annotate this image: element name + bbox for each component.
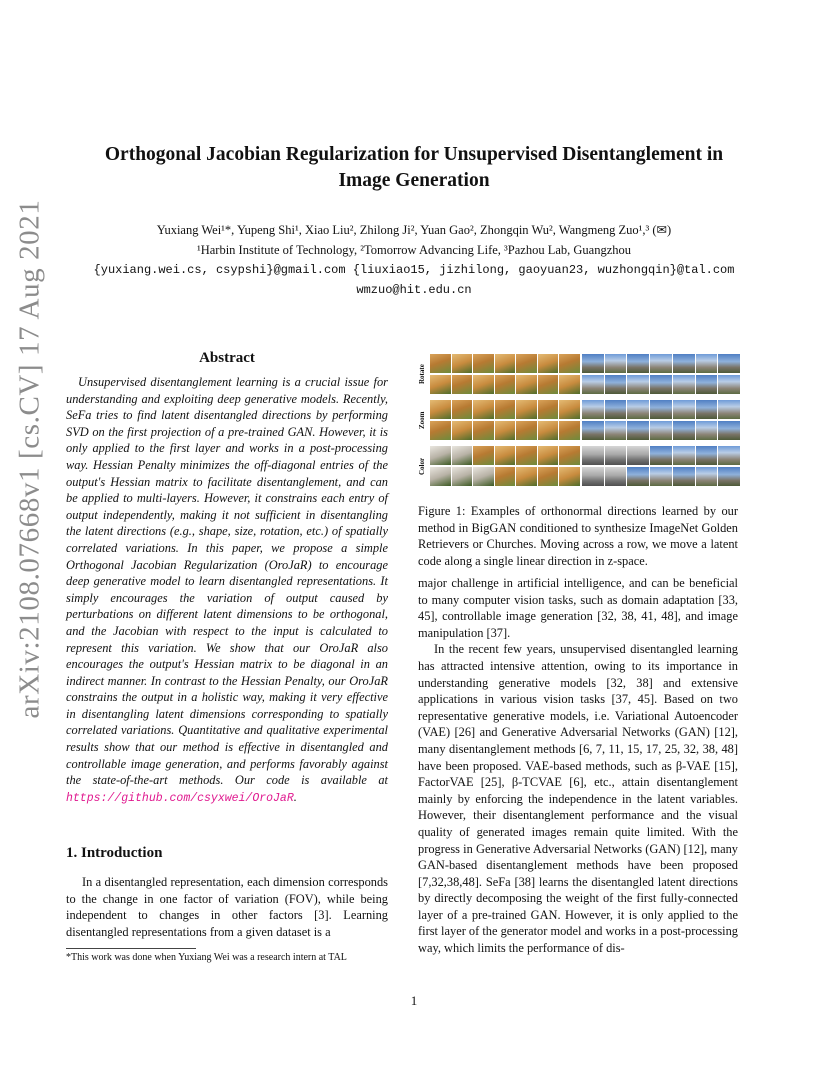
right-paragraph-1: major challenge in artificial intelligence, and can be beneficial to many computer vision tasks, such as domain adaptation [33, 45], controllable image generation [32, 38, 41, 48], and image manipulation [37]. [418, 576, 738, 640]
figure-1 [418, 352, 740, 490]
title-line-2: Image Generation [338, 170, 490, 191]
code-link[interactable]: https://github.com/csyxwei/OroJaR [66, 791, 294, 805]
emails-line-1: {yuxiang.wei.cs, csypshi}@gmail.com {liuxiao15, jizhilong, gaoyuan23, wuzhongqin}@tal.com [93, 263, 735, 277]
paper-title [60, 142, 768, 194]
author-list: Yuxiang Wei¹*, Yupeng Shi¹, Xiao Liu², Zhilong Ji², Yuan Gao², Zhongqin Wu², Wangmeng Zuo¹,³ (✉) [156, 223, 672, 237]
retriever-color-strip [430, 446, 580, 486]
right-column-body [418, 575, 738, 957]
retriever-rotate-strip [430, 354, 580, 394]
author-block [60, 220, 768, 300]
affiliations: ¹Harbin Institute of Technology, ²Tomorrow Advancing Life, ³Pazhou Lab, Guangzhou [196, 243, 632, 257]
intro-body [66, 874, 388, 940]
row-label-rotate: Rotate [418, 364, 426, 384]
church-rotate-strip [582, 354, 740, 394]
footnote: *This work was done when Yuxiang Wei was a research intern at TAL [66, 952, 347, 963]
church-color-strip [582, 446, 740, 486]
figure-1-caption: Figure 1: Examples of orthonormal directions learned by our method in BigGAN conditioned to synthesize ImageNet Golden Retrievers or Churches. Moving across a row, we move a latent code along a single linear direction in z-space. [418, 504, 738, 568]
emails-line-2: wmzuo@hit.edu.cn [356, 283, 472, 297]
intro-heading: 1. Introduction [66, 845, 163, 861]
intro-paragraph: In a disentangled representation, each dimension corresponds to the change in one factor of variation (FOV), while being independent to changes in other factors [3]. Learning disentangled representations from a given dataset is a [66, 875, 388, 939]
right-paragraph-2: In the recent few years, unsupervised disentangled learning has attracted intensive attention, owing to its importance in understanding generative models [32, 38] and extensive applications in various vision tasks [37, 45]. Based on two representative generative models, i.e. Variational Autoencoder (VAE) [26] and Generative Adversarial Networks (GAN) [12], many disentanglement methods [6, 7, 11, 15, 17, 25, 32, 38, 48] have been proposed. VAE-based methods, such as β-VAE [15], FactorVAE [25], β-TCVAE [6], etc., attain disentanglement mainly by enforcing the independence in the latent variables. However, their disentanglement performance and the visual quality of generated images remain quite limited. With the progress in Generative Adversarial Networks (GAN) [12], many GAN-based disentanglement methods have been proposed [7,32,38,48]. SeFa [38] learns the disentangled latent directions by directly decomposing the weight of the first fully-connected layer of a pre-trained GAN. However, it is only applied to the first layer of the generator model and works in a post-processing way, which limits the performance of dis- [418, 642, 738, 956]
arxiv-identifier: arXiv:2108.07668v1 [cs.CV] 17 Aug 2021 [13, 199, 46, 719]
title-line-1: Orthogonal Jacobian Regularization for Unsupervised Disentanglement in [104, 144, 724, 165]
row-label-color: Color [418, 457, 426, 475]
retriever-zoom-strip [430, 400, 580, 440]
page-number: 1 [410, 993, 418, 1008]
church-zoom-strip [582, 400, 740, 440]
row-label-zoom: Zoom [418, 411, 426, 429]
abstract-heading: Abstract [199, 350, 255, 366]
footnote-rule [66, 948, 196, 949]
abstract-text: Unsupervised disentanglement learning is a crucial issue for understanding and exploiting deep generative models. Recently, SeFa tries to find latent disentangled directions by performing SVD on the first projection of a pre-trained GAN. However, it is only applied to the first layer and works in a post-processing way. Hessian Penalty minimizes the off-diagonal entries of the output's Hessian matrix to facilitate disentanglement, and can be applied to multi-layers. However, it constrains each entry of output independently, making it not sufficient in disentangling the latent directions (e.g., shape, size, rotation, etc.) of spatially correlated variations. In this paper, we propose a simple Orthogonal Jacobian Regularization (OroJaR) to encourage deep generative model to learn disentangled representations. It simply encourages the variation of output caused by perturbations on different latent dimensions to be orthogonal, and the Jacobian with respect to the input is calculated to represent this variation. We show that our OroJaR also encourages the output's Hessian matrix to be diagonal in an indirect manner. In contrast to the Hessian Penalty, our OroJaR constrains the output in a holistic way, making it very effective in disentangling latent dimensions corresponding to spatially correlated variations. Quantitative and qualitative experimental results show that our method is effective in disentangled and controllable image generation, and performs favorably against the state-of-the-art methods. Our code is available at [66, 375, 388, 788]
abstract-body: Unsupervised disentanglement learning is a crucial issue for understanding and exploiting deep generative models. Recently, SeFa tries to find latent disentangled directions by performing SVD on the first projection of a pre-trained GAN. However, it is only applied to the first layer and works in a post-processing way. Hessian Penalty minimizes the off-diagonal entries of the output's Hessian matrix to facilitate disentanglement, and can be applied to multi-layers. However, it constrains each entry of output independently, making it not sufficient in disentangling the latent directions (e.g., shape, size, rotation, etc.) of spatially correlated variations. In this paper, we propose a simple Orthogonal Jacobian Regularization (OroJaR) to encourage deep generative model to learn disentangled representations. It simply encourages the variation of output caused by perturbations on different latent dimensions to be orthogonal, and the Jacobian with respect to the input is calculated to represent this variation. We show that our OroJaR also encourages the output's Hessian matrix to be diagonal in an indirect manner. In contrast to the Hessian Penalty, our OroJaR constrains the output in a holistic way, making it very effective in disentangling latent dimensions corresponding to spatially correlated variations. Quantitative and qualitative experimental results show that our method is effective in disentangled and controllable image generation, and performs favorably against the state-of-the-art methods. Our code is available at https://github.com/csyxwei/OroJaR. [66, 375, 388, 805]
